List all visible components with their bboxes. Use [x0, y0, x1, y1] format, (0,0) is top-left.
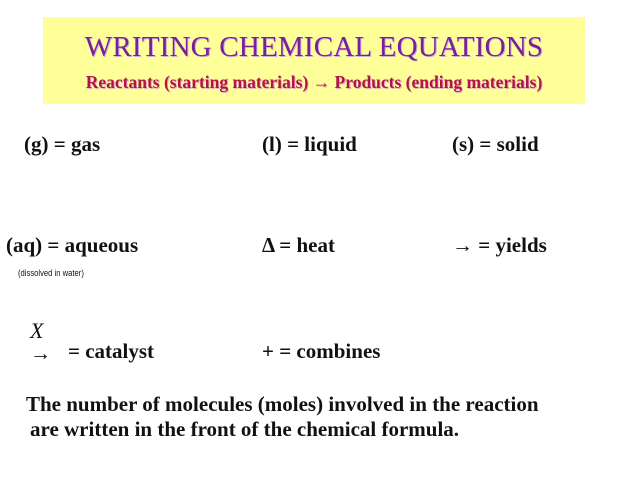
liquid-definition: (l) = liquid	[262, 132, 357, 156]
aqueous-definition: (aq) = aqueous	[6, 233, 139, 257]
combines-definition: + = combines	[262, 339, 381, 363]
aqueous-note: (dissolved in water)	[18, 268, 84, 278]
coefficient-note	[26, 392, 539, 442]
gas-definition: (g) = gas	[24, 132, 101, 156]
solid-definition: (s) = solid	[452, 132, 539, 156]
yields-definition: → = yields	[452, 233, 547, 257]
title-banner	[43, 17, 585, 104]
note-line-1: The number of molecules (moles) involved in the reaction	[26, 392, 539, 416]
note-line-2: are written in the front of the chemical formula.	[30, 417, 460, 441]
catalyst-letter: X	[30, 318, 44, 343]
page-subtitle: Reactants (starting materials) → Products (ending materials)	[85, 72, 543, 92]
page-title: WRITING CHEMICAL EQUATIONS	[84, 31, 544, 63]
catalyst-definition: = catalyst	[68, 339, 155, 363]
catalyst-arrow: →	[30, 341, 51, 365]
heat-definition: Δ = heat	[262, 233, 335, 257]
